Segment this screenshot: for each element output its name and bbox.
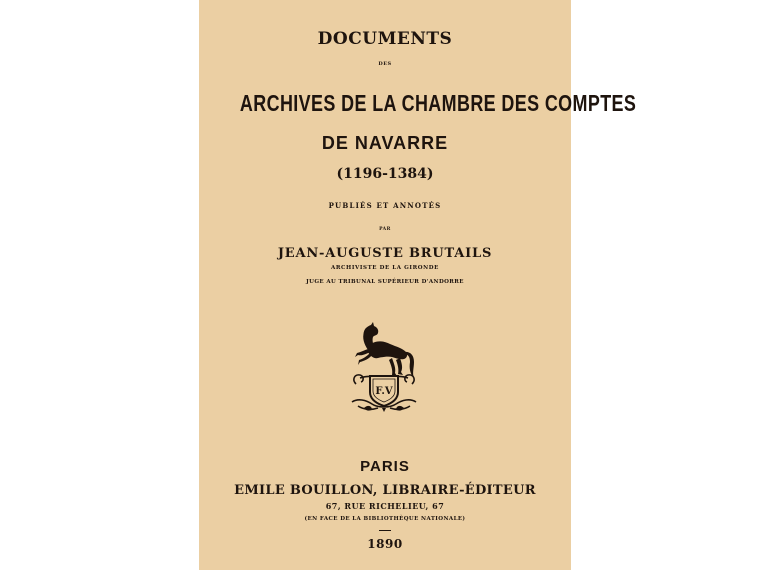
title-page: [199, 0, 637, 570]
author-name: JEAN-AUGUSTE BRUTAILS: [277, 246, 493, 261]
emblem-monogram: F.V: [375, 386, 393, 397]
subtitle-navarre: DE NAVARRE: [321, 133, 449, 153]
publication-note: PUBLIÉS ET ANNOTÉS: [328, 201, 442, 210]
imprint-address: 67, RUE RICHELIEU, 67: [325, 501, 445, 511]
author-role-judge: JUGE AU TRIBUNAL SUPÉRIEUR D'ANDORRE: [306, 279, 464, 285]
publisher-emblem-icon: [342, 318, 426, 414]
date-range: (1196-1384): [336, 166, 434, 182]
by-word: PAR: [379, 227, 391, 232]
imprint-city: PARIS: [360, 458, 410, 475]
divider-rule: [379, 530, 391, 531]
heading-des: DES: [378, 61, 392, 67]
author-role-archivist: ARCHIVISTE DE LA GIRONDE: [331, 265, 439, 271]
heading-documents: DOCUMENTS: [317, 29, 453, 49]
imprint-year: 1890: [367, 537, 403, 551]
imprint-location-note: (EN FACE DE LA BIBLIOTHÈQUE NATIONALE): [304, 516, 466, 522]
imprint-publisher: EMILE BOUILLON, LIBRAIRE-ÉDITEUR: [234, 483, 536, 498]
main-title: ARCHIVES DE LA CHAMBRE DES COMPTES: [239, 90, 637, 116]
